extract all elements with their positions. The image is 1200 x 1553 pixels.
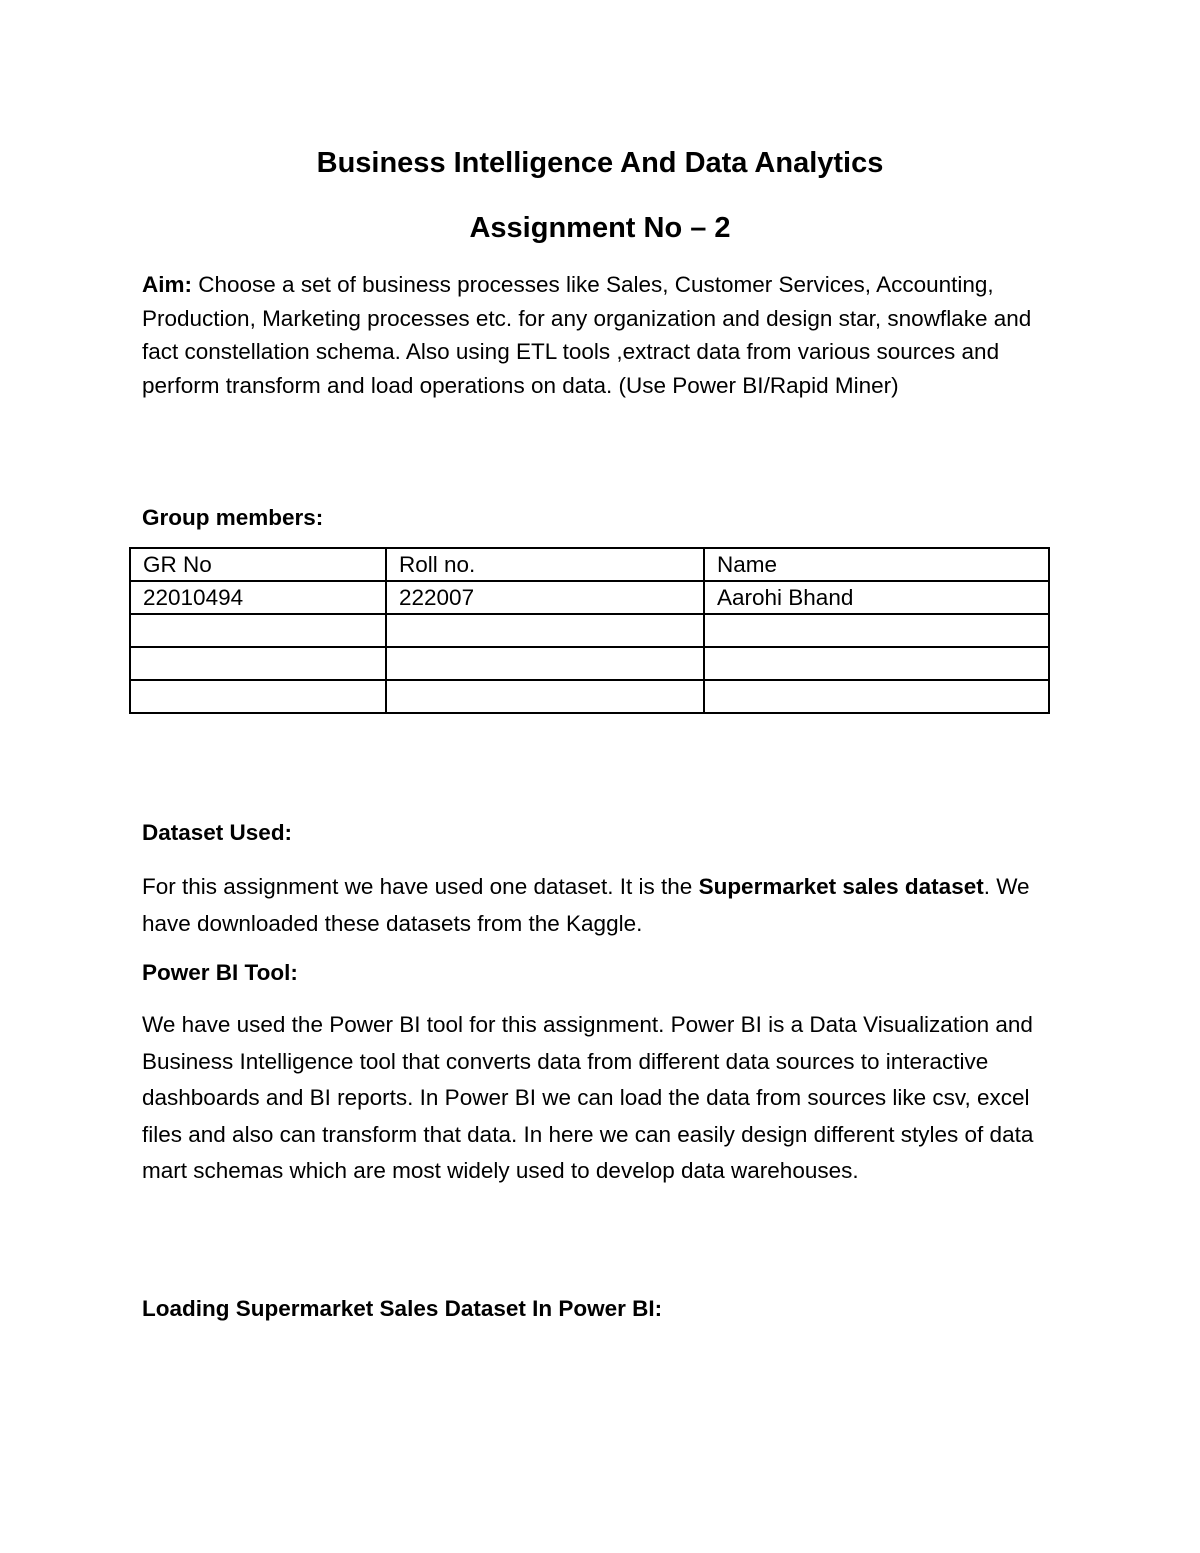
cell-name (704, 647, 1049, 680)
cell-name (704, 614, 1049, 647)
dataset-text-after: . We have downloaded these datasets from the Kaggle. (142, 874, 1030, 936)
group-members-table (129, 547, 1050, 714)
dataset-used-heading: Dataset Used: (142, 820, 293, 845)
document-title: Business Intelligence And Data Analytics (316, 147, 884, 179)
power-bi-paragraph: We have used the Power BI tool for this assignment. Power BI is a Data Visualization and Business Intelligence tool that converts data from different data sources to interactive dashboards and BI reports. In Power BI we can load the data from sources like csv, excel files and also can transform that data. In here we can easily design different styles of data mart schemas which are most widely used to develop data warehouses. (142, 1012, 1034, 1183)
aim-label: Aim: (142, 272, 192, 297)
cell-name (704, 680, 1049, 713)
cell-roll-no (386, 614, 704, 647)
cell-gr-no (130, 680, 386, 713)
table-row (130, 581, 1049, 614)
cell-roll-no (386, 680, 704, 713)
table-row (130, 680, 1049, 713)
group-members-heading: Group members: (142, 505, 324, 530)
cell-gr-no (130, 614, 386, 647)
dataset-text-before: For this assignment we have used one dataset. It is the (142, 874, 699, 899)
dataset-name: Supermarket sales dataset (698, 874, 984, 899)
aim-text: Choose a set of business processes like Sales, Customer Services, Accounting, Production, Marketing processes etc. for any organization and design star, snowflake and fact constellation schema. Also using ETL tools ,extract data from various sources and perform transform and load operations on data. (Use Power BI/Rapid Miner) (142, 272, 1032, 398)
cell-roll-no (386, 647, 704, 680)
dataset-paragraph (142, 868, 1072, 942)
header-roll-no: Roll no. (386, 548, 704, 581)
table-row (130, 614, 1049, 647)
header-name: Name (704, 548, 1049, 581)
cell-roll-no: 222007 (386, 581, 704, 614)
cell-gr-no (130, 647, 386, 680)
header-gr-no: GR No (130, 548, 386, 581)
aim-paragraph (142, 268, 1072, 402)
assignment-number: Assignment No – 2 (469, 212, 731, 244)
cell-name: Aarohi Bhand (704, 581, 1049, 614)
table-row (130, 647, 1049, 680)
table-header-row (130, 548, 1049, 581)
loading-dataset-heading: Loading Supermarket Sales Dataset In Power BI: (142, 1296, 663, 1321)
cell-gr-no: 22010494 (130, 581, 386, 614)
power-bi-tool-heading: Power BI Tool: (142, 960, 298, 985)
